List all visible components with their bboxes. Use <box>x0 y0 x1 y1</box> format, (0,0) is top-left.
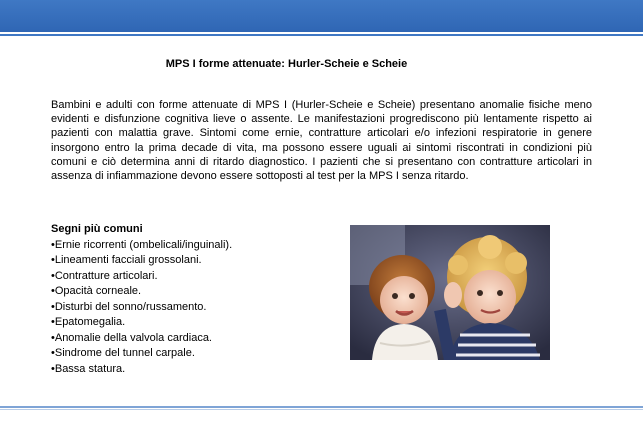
header-divider <box>0 34 643 36</box>
slide-title-container <box>0 58 643 70</box>
header-band <box>0 0 643 32</box>
slide-title: MPS I forme attenuate: Hurler-Scheie e Scheie <box>165 58 408 70</box>
children-photo <box>350 225 550 360</box>
description-paragraph: Bambini e adulti con forme attenuate di MPS I (Hurler-Scheie e Scheie) presentano anomalie fisiche meno evidenti e disfunzione cognitiva lieve o assente. Le manifestazioni progrediscono più lentamente rispetto ai pazienti con malattia grave. Sintomi come ernie, contratture articolari e/o infezioni respiratorie in genere insorgono entro la prima decade di vita, ma possono essere uguali ai sintomi riscontrati in condizioni più comuni e ciò determina anni di ritardo diagnostico. I pazienti che si presentano con contratture articolari in assenza di infiammazione devono essere sottoposti al test per la MPS I senza ritardo. <box>51 99 592 183</box>
signs-heading: Segni più comuni <box>51 223 143 235</box>
signs-list <box>51 238 311 378</box>
list-item: •Lineamenti facciali grossolani. <box>51 254 202 266</box>
signs-section <box>51 222 311 377</box>
children-photo-illustration <box>350 225 550 360</box>
list-item: •Opacità corneale. <box>51 285 142 297</box>
list-item: •Bassa statura. <box>51 362 126 375</box>
list-item: •Epatomegalia. <box>51 316 126 328</box>
list-item: •Sindrome del tunnel carpale. <box>51 347 195 359</box>
list-item: •Ernie ricorrenti (ombelicali/inguinali). <box>51 238 233 251</box>
list-item: •Contratture articolari. <box>51 269 158 282</box>
list-item: •Disturbi del sonno/russamento. <box>51 300 207 313</box>
footer-divider <box>0 406 643 408</box>
list-item: •Anomalie della valvola cardiaca. <box>51 331 212 344</box>
footer-divider-thin <box>0 409 643 410</box>
